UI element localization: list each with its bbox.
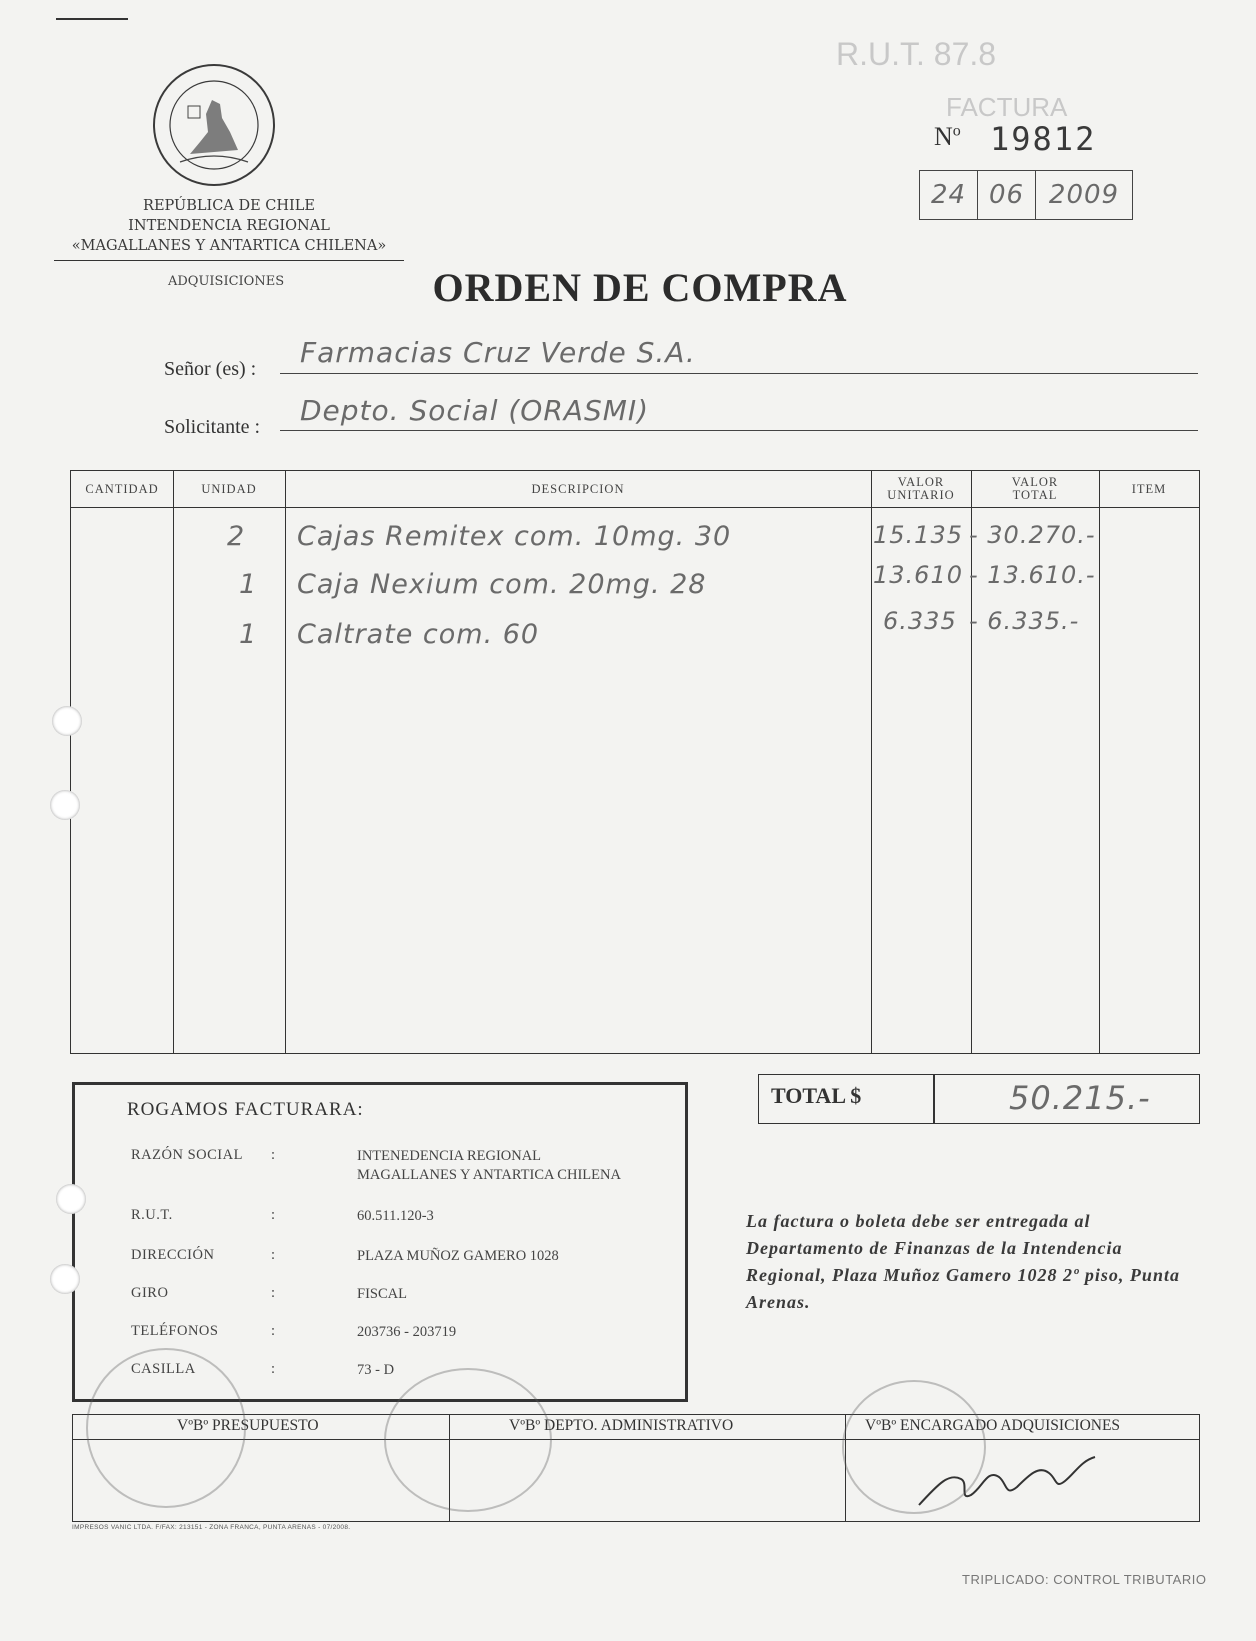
telefonos-value: 203736 - 203719	[357, 1324, 457, 1340]
approval-depto-administrativo: VºBº DEPTO. ADMINISTRATIVO	[509, 1417, 734, 1434]
invoice-delivery-note: La factura o boleta debe ser entregada al Departamento de Finanzas de la Intendencia Regional, Plaza Muñoz Gamero 1028 2º piso, Punta Arenas.	[746, 1211, 1180, 1312]
header-descripcion: DESCRIPCION	[531, 481, 625, 496]
regional-seal-emblem	[150, 62, 278, 188]
header-valor-total-line-2: TOTAL	[1012, 488, 1058, 502]
senor-underline	[280, 373, 1198, 374]
razon-social-colon: :	[271, 1147, 276, 1163]
rut-label: R.U.T.	[131, 1207, 173, 1223]
header-cantidad: CANTIDAD	[85, 481, 159, 496]
header-rule	[54, 260, 404, 261]
institution-line-3: «MAGALLANES Y ANTARTICA CHILENA»	[71, 238, 387, 254]
finance-stamp-center	[384, 1368, 552, 1512]
row-3-descripcion: Caltrate com. 60	[297, 619, 540, 650]
header-valor-unitario-line-2: UNITARIO	[887, 488, 955, 502]
finance-stamp-right	[842, 1380, 986, 1514]
faded-rut-bleedthrough: R.U.T. 87.8	[836, 36, 997, 72]
table-header-divider	[71, 507, 1199, 508]
row-1-valor-total: - 30.270.-	[969, 521, 1096, 549]
senor-label: Señor (es) :	[164, 358, 257, 380]
giro-colon: :	[271, 1285, 276, 1301]
approval-presupuesto: VºBº PRESUPUESTO	[177, 1417, 319, 1434]
date-month: 06	[978, 171, 1036, 219]
casilla-label: CASILLA	[131, 1361, 196, 1377]
row-2-descripcion: Caja Nexium com. 20mg. 28	[297, 569, 707, 600]
header-valor-total-line-1: VALOR	[1011, 475, 1059, 489]
giro-value: FISCAL	[357, 1286, 407, 1302]
page-title: ORDEN DE COMPRA	[432, 265, 848, 310]
rut-colon: :	[271, 1207, 276, 1223]
row-1-unidad: 2	[227, 521, 246, 552]
items-table	[70, 470, 1200, 1054]
header-item: ITEM	[1131, 481, 1167, 496]
solicitante-underline	[280, 430, 1198, 431]
total-divider	[933, 1075, 935, 1123]
header-valor-total	[971, 471, 1099, 507]
row-2-valor-unitario: 13.610	[873, 561, 963, 589]
order-number-label: $N^o$	[934, 122, 961, 151]
total-value: 50.215.-	[1009, 1079, 1151, 1117]
senor-value: Farmacias Cruz Verde S.A.	[300, 336, 696, 369]
row-1-descripcion: Cajas Remitex com. 10mg. 30	[297, 521, 732, 552]
razon-social-value	[357, 1147, 621, 1185]
institution-line-2: INTENDENCIA REGIONAL	[128, 218, 330, 234]
top-dash-mark	[56, 18, 128, 20]
total-label: TOTAL $	[771, 1083, 862, 1108]
telefonos-label: TELÉFONOS	[131, 1323, 219, 1339]
date-day: 24	[920, 171, 978, 219]
direccion-colon: :	[271, 1247, 276, 1263]
binder-hole	[50, 790, 80, 820]
table-col-divider	[871, 471, 872, 1053]
billing-title: ROGAMOS FACTURARA:	[127, 1099, 364, 1120]
direccion-value: PLAZA MUÑOZ GAMERO 1028	[357, 1248, 559, 1264]
row-3-unidad: 1	[239, 619, 258, 650]
razon-social-label: RAZÓN SOCIAL	[131, 1147, 243, 1163]
faded-factura-bleedthrough: FACTURA	[946, 92, 1068, 122]
printer-footer: IMPRESOS VANIC LTDA. F/FAX: 213151 - ZONA FRANCA, PUNTA ARENAS - 07/2008.	[72, 1524, 351, 1531]
casilla-value: 73 - D	[357, 1362, 395, 1378]
row-2-unidad: 1	[239, 569, 258, 600]
row-2-valor-total: - 13.610.-	[969, 561, 1096, 589]
table-col-divider	[285, 471, 286, 1053]
telefonos-colon: :	[271, 1323, 276, 1339]
binder-hole	[52, 706, 82, 736]
header-valor-unitario-line-1: VALOR	[897, 475, 945, 489]
row-3-valor-unitario: 6.335	[883, 607, 957, 635]
table-col-divider	[1099, 471, 1100, 1053]
casilla-colon: :	[271, 1361, 276, 1377]
total-box	[758, 1074, 1200, 1124]
order-number: 19812	[990, 120, 1097, 158]
approval-encargado-adquisiciones: VºBº ENCARGADO ADQUISICIONES	[865, 1417, 1121, 1434]
razon-social-line-1: INTENEDENCIA REGIONAL	[357, 1148, 542, 1164]
binder-hole	[50, 1264, 80, 1294]
copy-label: TRIPLICADO: CONTROL TRIBUTARIO	[962, 1572, 1207, 1587]
header-valor-unitario	[871, 471, 971, 507]
solicitante-label: Solicitante :	[164, 416, 261, 438]
date-year: 2009	[1048, 180, 1120, 210]
finance-stamp-left	[86, 1348, 246, 1508]
date-box	[919, 170, 1133, 220]
binder-hole	[56, 1184, 86, 1214]
table-col-divider	[971, 471, 972, 1053]
table-col-divider	[173, 471, 174, 1053]
direccion-label: DIRECCIÓN	[131, 1247, 215, 1263]
solicitante-value: Depto. Social (ORASMI)	[300, 394, 650, 427]
institution-line-1: REPÚBLICA DE CHILE	[143, 198, 315, 214]
row-3-valor-total: - 6.335.-	[969, 607, 1080, 635]
razon-social-line-2: MAGALLANES Y ANTARTICA CHILENA	[357, 1167, 621, 1183]
row-1-valor-unitario: 15.135	[873, 521, 963, 549]
giro-label: GIRO	[131, 1285, 169, 1301]
header-unidad: UNIDAD	[201, 481, 257, 496]
rut-value: 60.511.120-3	[357, 1208, 434, 1224]
department-label: ADQUISICIONES	[168, 274, 285, 289]
